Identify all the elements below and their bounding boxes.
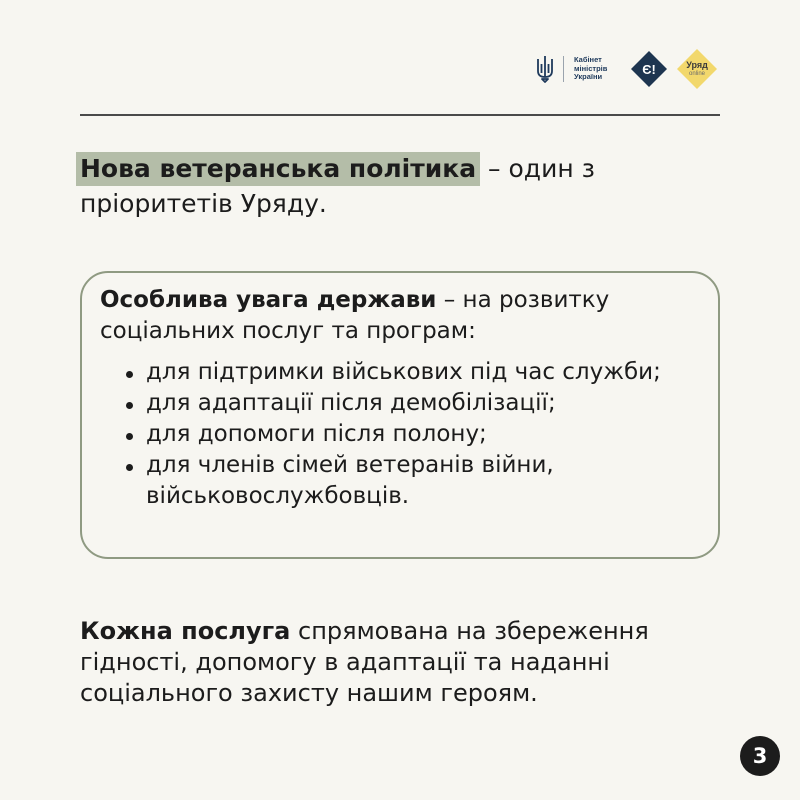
diia-logo [630,50,668,88]
urad-logo-title: Уряд [686,59,708,70]
intro-text: – один з пріоритетів Уряду. [80,154,595,218]
box-lead-text: – на розвитку соціальних послуг та програм: [100,287,610,344]
program-list [100,357,698,512]
urad-online-logo [676,48,718,90]
intro-paragraph [80,151,640,221]
urad-logo-subtitle: online [688,70,705,77]
state-focus-box [80,271,720,559]
box-lead [100,285,698,347]
intro-highlight: Нова ветеранська політика [76,152,480,186]
logo-divider [563,56,564,82]
trident-icon [535,55,555,83]
closing-bold: Кожна послуга [80,617,291,645]
list-item: для допомоги після полону; [122,419,698,450]
list-item: для членів сімей ветеранів війни, військовослужбовців. [122,450,698,512]
list-item: для підтримки військових під час служби; [122,357,698,388]
header-divider [80,114,720,116]
closing-paragraph [80,616,720,709]
closing-text: спрямована на збереження гідності, допомогу в адаптації та наданні соціального захисту нашим героям. [80,617,649,707]
page-number-badge: 3 [740,736,780,776]
diia-logo-label: Є! [642,62,656,77]
cabinet-of-ministers-logo-text: Кабінет міністрів України [574,55,608,82]
header-logos [535,48,718,90]
box-lead-bold: Особлива увага держави [100,287,437,313]
list-item: для адаптації після демобілізації; [122,388,698,419]
